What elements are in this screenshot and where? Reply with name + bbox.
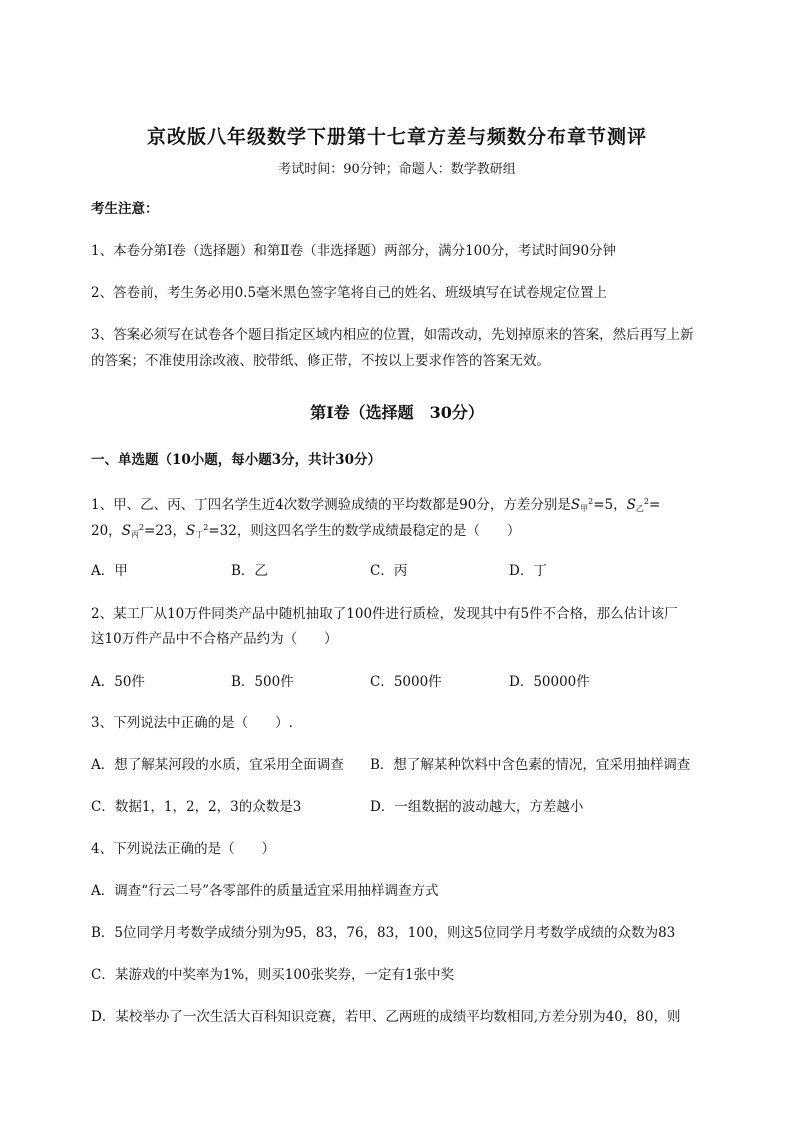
question-2-line-2: 这10万件产品中不合格产品约为（ ） <box>91 631 338 647</box>
notice-item-1: 1、本卷分第I卷（选择题）和第Ⅱ卷（非选择题）两部分，满分100分，考试时间90分钟 <box>91 243 617 259</box>
question-3-option-c[interactable]: C．数据1，1，2，2，3的众数是3 <box>91 799 302 815</box>
notice-item-3: 3、答案必须写在试卷各个题目指定区域内相应的位置，如需改动，先划掉原来的答案，然后再写上新 <box>91 327 694 343</box>
question-1-option-d[interactable]: D．丁 <box>509 563 547 579</box>
question-1-option-a[interactable]: A．甲 <box>91 563 128 579</box>
notice-item-2: 2、答卷前，考生务必用0.5毫米黑色签字笔将自己的姓名、班级填写在试卷规定位置上 <box>91 285 608 301</box>
question-4-option-a[interactable]: A．调查“行云二号”各零部件的质量适宜采用抽样调查方式 <box>91 883 439 899</box>
question-1-line-2: 20，$S_丙^2=23$，$S_丁^2=32$，则这四名学生的数学成绩最稳定的是（ ） <box>91 523 521 539</box>
variance-symbol: $S_丁^2$ <box>186 523 209 539</box>
question-1-option-c[interactable]: C．丙 <box>370 563 408 579</box>
question-3-option-d[interactable]: D．一组数据的波动越大，方差越小 <box>370 799 584 815</box>
question-3-option-a[interactable]: A．想了解某河段的水质，宜采用全面调查 <box>91 757 344 773</box>
question-2-option-a[interactable]: A．50件 <box>91 674 145 690</box>
question-3-option-b[interactable]: B．想了解某种饮料中含色素的情况，宜采用抽样调查 <box>370 757 691 773</box>
section-title: 第I卷（选择题 30分） <box>310 403 484 422</box>
notice-item-3-cont: 的答案；不准使用涂改液、胶带纸、修正带，不按以上要求作答的答案无效。 <box>91 353 550 369</box>
part-heading: 一、单选题（10小题，每小题3分，共计30分） <box>91 452 381 468</box>
question-4-option-c[interactable]: C．某游戏的中奖率为1%，则买100张奖券，一定有1张中奖 <box>91 967 455 983</box>
question-2-option-c[interactable]: C．5000件 <box>370 674 442 690</box>
variance-symbol: $S_丙^2$ <box>121 523 145 539</box>
question-1-option-b[interactable]: B．乙 <box>231 563 268 579</box>
question-2-option-d[interactable]: D．50000件 <box>509 674 590 690</box>
question-2-line-1: 2、某工厂从10万件同类产品中随机抽取了100件进行质检，发现其中有5件不合格，那么估计该厂 <box>91 606 678 622</box>
question-2-option-b[interactable]: B．500件 <box>231 674 294 690</box>
question-1-line-1: 1、甲、乙、丙、丁四名学生近4次数学测验成绩的平均数都是90分，方差分别是$S_甲^2=5$，$S_乙^2=$ <box>91 497 661 513</box>
notice-heading: 考生注意： <box>91 201 159 217</box>
exam-subtitle: 考试时间：90分钟；命题人：数学教研组 <box>278 162 516 177</box>
variance-symbol: $S_甲^2$ <box>570 497 594 513</box>
question-4-option-b[interactable]: B．5位同学月考数学成绩分别为95，83，76，83，100，则这5位同学月考数学成绩的众数为83 <box>91 925 676 941</box>
variance-symbol: $S_乙^2$ <box>626 497 649 513</box>
question-3-line-1: 3、下列说法中正确的是（ ）. <box>91 715 293 731</box>
question-4-option-d[interactable]: D．某校举办了一次生活大百科知识竞赛，若甲、乙两班的成绩平均数相同,方差分别为40，80，则 <box>91 1009 681 1025</box>
exam-title: 京改版八年级数学下册第十七章方差与频数分布章节测评 <box>146 126 647 148</box>
question-4-line-1: 4、下列说法正确的是（ ） <box>91 841 276 857</box>
